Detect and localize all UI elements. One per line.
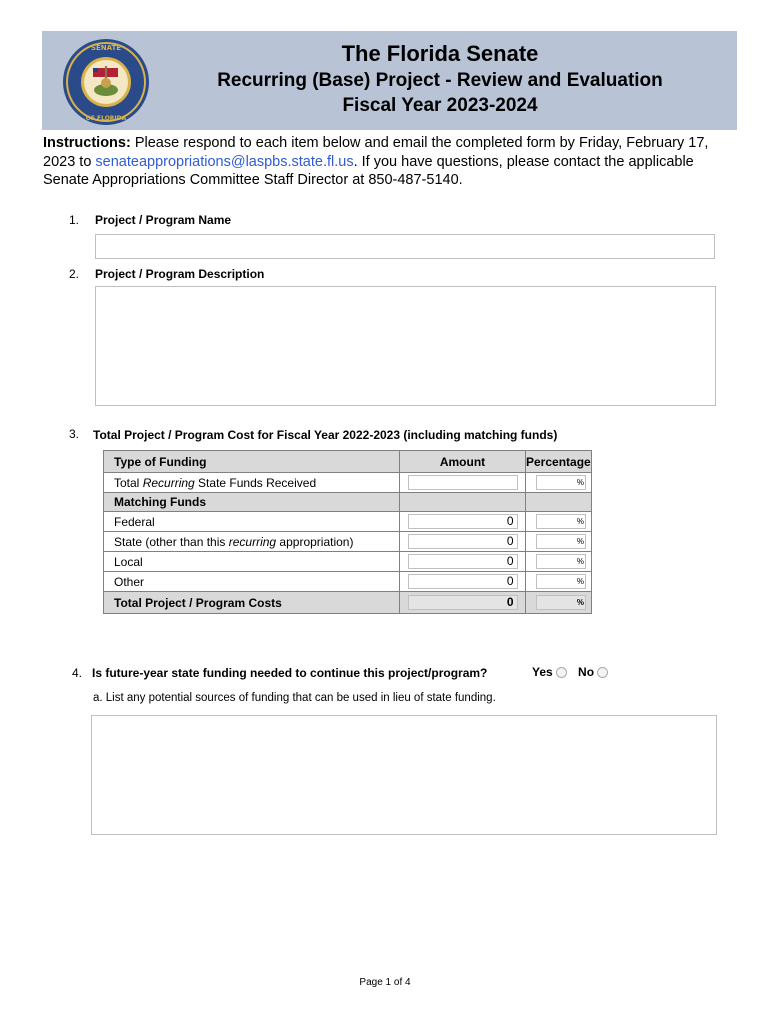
project-description-field[interactable] <box>95 286 716 406</box>
florida-senate-seal-icon <box>62 38 150 126</box>
amount-state-input[interactable]: 0 <box>408 534 518 549</box>
table-row <box>104 572 592 592</box>
percent-federal-input[interactable]: % <box>536 514 586 529</box>
col-percentage: Percentage <box>526 451 592 473</box>
q3-number: 3. <box>69 427 80 441</box>
table-row <box>104 493 592 512</box>
form-subtitle: Recurring (Base) Project - Review and Evaluation <box>217 70 663 91</box>
col-amount: Amount <box>400 451 526 473</box>
page-title: The Florida Senate <box>341 41 539 66</box>
table-row-total <box>104 592 592 614</box>
page-number: Page 1 of 4 <box>359 977 411 988</box>
row-label-other: Other <box>104 572 400 592</box>
col-type-of-funding: Type of Funding <box>104 451 400 473</box>
table-row <box>104 473 592 493</box>
q1-number: 1. <box>69 213 80 227</box>
svg-text:OF FLORIDA: OF FLORIDA <box>85 115 127 122</box>
instructions-label: Instructions: <box>43 135 131 151</box>
matching-funds-label: Matching Funds <box>104 493 400 512</box>
table-header-row <box>104 451 592 473</box>
percent-total-value: % <box>536 595 586 610</box>
row-label-local: Local <box>104 552 400 572</box>
table-row <box>104 552 592 572</box>
project-name-field[interactable] <box>95 234 715 259</box>
future-funding-options <box>532 665 608 679</box>
amount-other-input[interactable]: 0 <box>408 574 518 589</box>
row-label-federal: Federal <box>104 512 400 532</box>
row-label-total: Total Project / Program Costs <box>104 592 400 614</box>
q2-label: Project / Program Description <box>95 267 265 281</box>
percent-local-input[interactable]: % <box>536 554 586 569</box>
q4-number: 4. <box>72 666 83 680</box>
no-label: No <box>578 665 595 679</box>
amount-recurring-input[interactable] <box>408 475 518 490</box>
svg-text:SENATE: SENATE <box>90 44 122 52</box>
funding-table <box>103 450 592 614</box>
q4-label: Is future-year state funding needed to continue this project/program? <box>92 666 488 680</box>
q4a-label: a. List any potential sources of funding that can be used in lieu of state funding. <box>93 692 496 704</box>
q3-label: Total Project / Program Cost for Fiscal Year 2022-2023 (including matching funds) <box>93 428 558 442</box>
alternative-funding-sources-field[interactable] <box>91 715 717 835</box>
row-label-recurring: Total Recurring State Funds Received <box>104 473 400 493</box>
table-row <box>104 532 592 552</box>
amount-local-input[interactable]: 0 <box>408 554 518 569</box>
percent-recurring-input[interactable]: % <box>536 475 586 490</box>
amount-federal-input[interactable]: 0 <box>408 514 518 529</box>
fiscal-year: Fiscal Year 2023-2024 <box>342 95 538 116</box>
instructions-text-2: . If you have questions, please contact the applicable Senate Appropriations Committee Staff Director at 850-487-5140. <box>43 153 694 188</box>
row-label-state: State (other than this recurring appropriation) <box>104 532 400 552</box>
percent-state-input[interactable]: % <box>536 534 586 549</box>
email-link[interactable]: senateappropriations@laspbs.state.fl.us <box>95 153 354 170</box>
amount-total-value: 0 <box>408 595 518 610</box>
instructions <box>43 134 723 190</box>
no-radio[interactable] <box>597 667 608 678</box>
yes-label: Yes <box>532 665 553 679</box>
q1-label: Project / Program Name <box>95 213 232 227</box>
table-row <box>104 512 592 532</box>
instructions-text-1: Please respond to each item below and email the completed form by Friday, February 17, 2023 to <box>43 135 709 170</box>
percent-other-input[interactable]: % <box>536 574 586 589</box>
q2-number: 2. <box>69 267 80 281</box>
yes-radio[interactable] <box>556 667 567 678</box>
